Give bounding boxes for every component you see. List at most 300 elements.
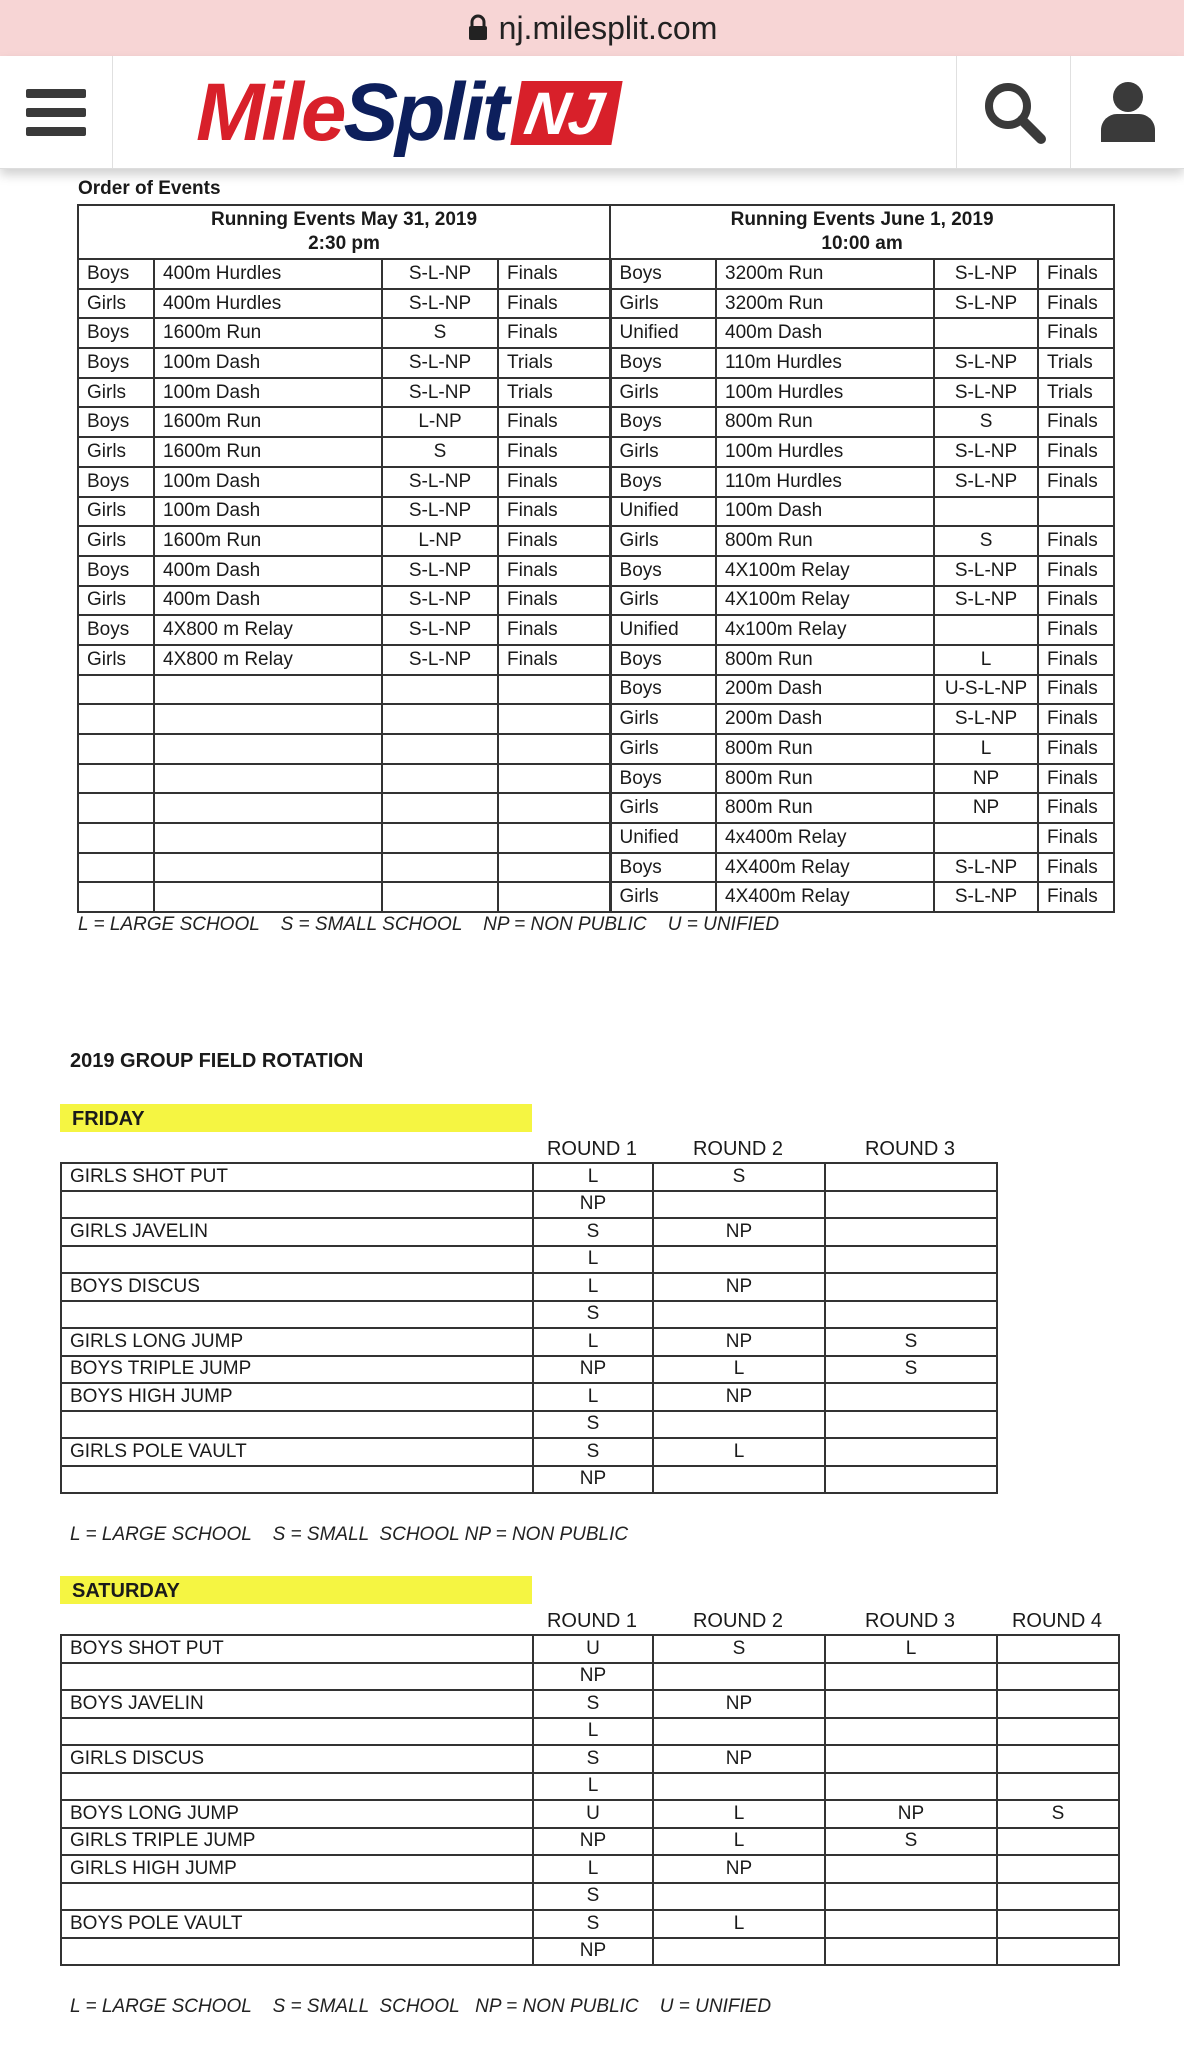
saturday-event-name-cell (61, 1883, 533, 1911)
saturday-legend: L = LARGE SCHOOL S = SMALL SCHOOL NP = NON PUBLIC U = UNIFIED (70, 1996, 772, 2017)
june1-event-cell: 800m Run (716, 764, 934, 794)
may31-classes-cell (382, 704, 498, 734)
friday-round-1-cell: NP (533, 1191, 653, 1219)
saturday-round-1-cell: L (533, 1718, 653, 1746)
browser-url-bar[interactable] (0, 0, 1184, 56)
may31-event-cell: 1600m Run (154, 526, 382, 556)
june1-gender-cell: Boys (610, 645, 716, 675)
friday-round-1-cell: L (533, 1273, 653, 1301)
june1-round-cell: Finals (1038, 437, 1114, 467)
may31-event-cell (154, 793, 382, 823)
june1-classes-cell: NP (934, 764, 1038, 794)
june1-classes-cell: U-S-L-NP (934, 675, 1038, 705)
friday-round-1-cell: S (533, 1438, 653, 1466)
friday-round-2-cell (653, 1411, 825, 1439)
may31-event-cell: 400m Hurdles (154, 289, 382, 319)
may31-round-cell: Finals (498, 526, 610, 556)
saturday-event-name-cell (61, 1938, 533, 1966)
june1-classes-cell: S-L-NP (934, 289, 1038, 319)
saturday-round-3-cell: S (825, 1828, 997, 1856)
events-table-row (78, 882, 1114, 912)
friday-event-name-cell: BOYS TRIPLE JUMP (61, 1356, 533, 1384)
friday-event-name-cell: GIRLS JAVELIN (61, 1218, 533, 1246)
may31-round-cell (498, 764, 610, 794)
may31-event-cell: 100m Dash (154, 497, 382, 527)
may31-round-cell (498, 823, 610, 853)
june1-event-cell: 800m Run (716, 407, 934, 437)
may31-round-cell: Finals (498, 318, 610, 348)
may31-classes-cell (382, 823, 498, 853)
events-table-row (78, 793, 1114, 823)
friday-round-1-cell: S (533, 1411, 653, 1439)
saturday-field-row (61, 1745, 1119, 1773)
friday-field-row (61, 1466, 997, 1494)
may31-event-cell (154, 882, 382, 912)
june1-gender-cell: Girls (610, 378, 716, 408)
may31-gender-cell: Boys (78, 348, 154, 378)
june1-gender-cell: Girls (610, 289, 716, 319)
june1-event-cell: 200m Dash (716, 675, 934, 705)
june1-gender-cell: Boys (610, 556, 716, 586)
friday-round-1-cell: S (533, 1218, 653, 1246)
june1-event-cell: 3200m Run (716, 289, 934, 319)
june1-event-cell: 4X100m Relay (716, 586, 934, 616)
events-table-row (78, 675, 1114, 705)
friday-field-row (61, 1191, 997, 1219)
may31-round-cell: Finals (498, 497, 610, 527)
may31-classes-cell (382, 853, 498, 883)
friday-round-3-cell (825, 1218, 997, 1246)
may31-round-cell: Trials (498, 378, 610, 408)
june1-round-cell: Finals (1038, 823, 1114, 853)
may31-event-cell: 1600m Run (154, 437, 382, 467)
june1-round-cell: Finals (1038, 586, 1114, 616)
may31-round-cell (498, 882, 610, 912)
june1-round-cell: Finals (1038, 882, 1114, 912)
june1-event-cell: 100m Hurdles (716, 437, 934, 467)
may31-round-cell: Finals (498, 259, 610, 289)
june1-event-cell: 400m Dash (716, 318, 934, 348)
june1-gender-cell: Boys (610, 348, 716, 378)
may31-classes-cell (382, 882, 498, 912)
saturday-round-1-cell: NP (533, 1663, 653, 1691)
friday-field-table (60, 1162, 998, 1494)
friday-round-3-cell (825, 1301, 997, 1329)
friday-round-2-cell (653, 1191, 825, 1219)
june1-classes-cell: S-L-NP (934, 378, 1038, 408)
may31-round-cell: Finals (498, 407, 610, 437)
saturday-round-3-cell (825, 1910, 997, 1938)
friday-round-2-cell (653, 1301, 825, 1329)
saturday-round-1-cell: S (533, 1745, 653, 1773)
friday-field-row (61, 1328, 997, 1356)
june1-gender-cell: Girls (610, 882, 716, 912)
may31-classes-cell (382, 675, 498, 705)
may31-event-cell: 400m Dash (154, 586, 382, 616)
may31-event-cell: 400m Dash (154, 556, 382, 586)
may31-round-cell: Finals (498, 556, 610, 586)
may31-gender-cell (78, 704, 154, 734)
may31-classes-cell: S-L-NP (382, 645, 498, 675)
saturday-label: SATURDAY (60, 1576, 532, 1604)
url-text: nj.milesplit.com (498, 9, 718, 46)
june1-round-cell: Finals (1038, 615, 1114, 645)
friday-event-name-cell: GIRLS POLE VAULT (61, 1438, 533, 1466)
friday-event-name-cell (61, 1246, 533, 1274)
june1-gender-cell: Unified (610, 615, 716, 645)
search-button[interactable] (956, 56, 1071, 168)
saturday-round-4-cell (997, 1690, 1119, 1718)
events-table-row (78, 645, 1114, 675)
may31-event-cell: 4X800 m Relay (154, 615, 382, 645)
saturday-round-1-cell: L (533, 1773, 653, 1801)
friday-event-name-cell: BOYS HIGH JUMP (61, 1383, 533, 1411)
saturday-round-1-cell: U (533, 1800, 653, 1828)
events-table-row (78, 348, 1114, 378)
june1-header (610, 205, 1114, 259)
friday-field-row (61, 1356, 997, 1384)
saturday-round-4-header: ROUND 4 (1011, 1610, 1102, 1632)
june1-event-cell: 100m Dash (716, 497, 934, 527)
may31-gender-cell: Boys (78, 556, 154, 586)
saturday-round-1-cell: U (533, 1635, 653, 1663)
friday-round-1-cell: L (533, 1246, 653, 1274)
friday-event-name-cell: GIRLS SHOT PUT (61, 1163, 533, 1191)
saturday-round-2-cell (653, 1883, 825, 1911)
user-account-button[interactable] (1070, 56, 1184, 168)
order-of-events-table (77, 204, 1115, 913)
june1-classes-cell: S-L-NP (934, 259, 1038, 289)
june1-round-cell: Finals (1038, 467, 1114, 497)
events-table-row (78, 467, 1114, 497)
may31-gender-cell (78, 734, 154, 764)
events-table-row (78, 407, 1114, 437)
events-table-row (78, 497, 1114, 527)
june1-event-cell: 800m Run (716, 526, 934, 556)
order-of-events-title: Order of Events (78, 178, 221, 199)
june1-round-cell: Finals (1038, 556, 1114, 586)
friday-round-2-cell (653, 1466, 825, 1494)
june1-event-cell: 3200m Run (716, 259, 934, 289)
friday-label: FRIDAY (60, 1104, 532, 1132)
june1-round-cell (1038, 497, 1114, 527)
may31-classes-cell: S-L-NP (382, 289, 498, 319)
june1-classes-cell (934, 318, 1038, 348)
logo-region: NJ (510, 81, 622, 145)
may31-event-cell (154, 853, 382, 883)
june1-gender-cell: Girls (610, 704, 716, 734)
friday-legend: L = LARGE SCHOOL S = SMALL SCHOOL NP = NON PUBLIC (70, 1524, 629, 1545)
june1-gender-cell: Boys (610, 764, 716, 794)
saturday-field-row (61, 1828, 1119, 1856)
may31-classes-cell: S-L-NP (382, 467, 498, 497)
may31-gender-cell: Girls (78, 586, 154, 616)
may31-gender-cell: Girls (78, 645, 154, 675)
events-table-row (78, 734, 1114, 764)
user-icon (1099, 80, 1157, 144)
june1-round-cell: Finals (1038, 704, 1114, 734)
friday-round-3-header: ROUND 3 (864, 1138, 955, 1160)
events-table-row (78, 764, 1114, 794)
june1-classes-cell (934, 615, 1038, 645)
may31-gender-cell: Girls (78, 437, 154, 467)
saturday-round-4-cell (997, 1718, 1119, 1746)
site-logo[interactable] (196, 67, 617, 158)
june1-round-cell: Finals (1038, 259, 1114, 289)
saturday-field-row (61, 1883, 1119, 1911)
saturday-round-4-cell (997, 1938, 1119, 1966)
saturday-event-name-cell (61, 1718, 533, 1746)
saturday-field-row (61, 1800, 1119, 1828)
site-header (0, 56, 1184, 169)
friday-round-2-cell: L (653, 1438, 825, 1466)
june1-gender-cell: Unified (610, 823, 716, 853)
june1-classes-cell: S-L-NP (934, 586, 1038, 616)
june1-event-cell: 110m Hurdles (716, 467, 934, 497)
saturday-round-4-cell (997, 1883, 1119, 1911)
june1-classes-cell: NP (934, 793, 1038, 823)
friday-event-name-cell (61, 1466, 533, 1494)
friday-field-row (61, 1273, 997, 1301)
saturday-event-name-cell (61, 1663, 533, 1691)
june1-classes-cell: S-L-NP (934, 467, 1038, 497)
saturday-field-row (61, 1663, 1119, 1691)
saturday-field-table (60, 1634, 1120, 1966)
june1-event-cell: 4X400m Relay (716, 882, 934, 912)
june1-round-cell: Finals (1038, 289, 1114, 319)
may31-classes-cell: S-L-NP (382, 556, 498, 586)
friday-round-1-cell: S (533, 1301, 653, 1329)
june1-classes-cell (934, 823, 1038, 853)
may31-classes-cell (382, 764, 498, 794)
may31-event-cell: 1600m Run (154, 407, 382, 437)
friday-field-row (61, 1218, 997, 1246)
hamburger-menu-icon (26, 87, 86, 137)
may31-classes-cell: L-NP (382, 407, 498, 437)
june1-event-cell: 4x400m Relay (716, 823, 934, 853)
menu-button[interactable] (0, 56, 113, 168)
saturday-round-1-cell: S (533, 1690, 653, 1718)
june1-event-cell: 800m Run (716, 734, 934, 764)
friday-round-2-cell: S (653, 1163, 825, 1191)
may31-round-cell (498, 675, 610, 705)
saturday-event-name-cell: GIRLS DISCUS (61, 1745, 533, 1773)
june1-round-cell: Finals (1038, 526, 1114, 556)
friday-round-3-cell (825, 1246, 997, 1274)
saturday-round-4-cell (997, 1828, 1119, 1856)
june1-gender-cell: Boys (610, 467, 716, 497)
saturday-round-2-cell: L (653, 1910, 825, 1938)
june1-event-cell: 4X100m Relay (716, 556, 934, 586)
friday-round-1-cell: L (533, 1328, 653, 1356)
june1-classes-cell: L (934, 734, 1038, 764)
may31-event-cell (154, 823, 382, 853)
saturday-event-name-cell: BOYS LONG JUMP (61, 1800, 533, 1828)
friday-round-2-cell (653, 1246, 825, 1274)
may31-gender-cell: Boys (78, 259, 154, 289)
june1-round-cell: Finals (1038, 675, 1114, 705)
may31-round-cell (498, 734, 610, 764)
june1-gender-cell: Girls (610, 437, 716, 467)
saturday-round-3-cell (825, 1883, 997, 1911)
events-table-row (78, 586, 1114, 616)
june1-round-cell: Finals (1038, 793, 1114, 823)
saturday-round-4-cell (997, 1663, 1119, 1691)
friday-round-3-cell (825, 1273, 997, 1301)
friday-round-3-cell (825, 1466, 997, 1494)
friday-round-1-cell: L (533, 1383, 653, 1411)
june1-classes-cell: S-L-NP (934, 704, 1038, 734)
may31-classes-cell: S-L-NP (382, 586, 498, 616)
may31-round-cell (498, 793, 610, 823)
saturday-round-4-cell (997, 1745, 1119, 1773)
june1-event-cell: 4X400m Relay (716, 853, 934, 883)
may31-gender-cell (78, 793, 154, 823)
field-rotation-title: 2019 GROUP FIELD ROTATION (70, 1050, 364, 1072)
may31-gender-cell (78, 882, 154, 912)
saturday-round-4-cell (997, 1910, 1119, 1938)
saturday-field-row (61, 1773, 1119, 1801)
may31-gender-cell (78, 823, 154, 853)
june1-gender-cell: Girls (610, 793, 716, 823)
june1-classes-cell: S (934, 407, 1038, 437)
events-table-row (78, 378, 1114, 408)
june1-classes-cell (934, 497, 1038, 527)
friday-round-2-cell: NP (653, 1218, 825, 1246)
events-table-row (78, 526, 1114, 556)
may31-gender-cell (78, 675, 154, 705)
saturday-event-name-cell: BOYS SHOT PUT (61, 1635, 533, 1663)
may31-round-cell: Trials (498, 348, 610, 378)
saturday-round-3-cell (825, 1690, 997, 1718)
may31-gender-cell: Boys (78, 407, 154, 437)
saturday-field-row (61, 1938, 1119, 1966)
friday-round-2-cell: L (653, 1356, 825, 1384)
events-table-row (78, 318, 1114, 348)
saturday-round-2-cell: NP (653, 1745, 825, 1773)
may31-round-cell (498, 853, 610, 883)
friday-round-1-cell: NP (533, 1466, 653, 1494)
june1-event-cell: 110m Hurdles (716, 348, 934, 378)
friday-field-row (61, 1301, 997, 1329)
may31-gender-cell (78, 764, 154, 794)
may31-gender-cell (78, 853, 154, 883)
events-table-row (78, 853, 1114, 883)
may31-classes-cell (382, 793, 498, 823)
june1-round-cell: Finals (1038, 734, 1114, 764)
saturday-round-3-cell: L (825, 1635, 997, 1663)
saturday-round-3-cell (825, 1938, 997, 1966)
may31-round-cell: Finals (498, 586, 610, 616)
friday-round-3-cell (825, 1191, 997, 1219)
saturday-field-row (61, 1910, 1119, 1938)
may31-header (78, 205, 610, 259)
june1-gender-cell: Boys (610, 675, 716, 705)
may31-gender-cell: Boys (78, 467, 154, 497)
saturday-round-3-cell (825, 1718, 997, 1746)
saturday-field-row (61, 1690, 1119, 1718)
may31-gender-cell: Girls (78, 289, 154, 319)
saturday-round-1-cell: NP (533, 1938, 653, 1966)
saturday-round-2-cell: L (653, 1800, 825, 1828)
may31-event-cell: 400m Hurdles (154, 259, 382, 289)
may31-classes-cell: S-L-NP (382, 378, 498, 408)
events-table-row (78, 615, 1114, 645)
events-table-row (78, 704, 1114, 734)
friday-event-name-cell: BOYS DISCUS (61, 1273, 533, 1301)
saturday-round-2-cell: NP (653, 1690, 825, 1718)
saturday-field-row (61, 1855, 1119, 1883)
may31-event-cell: 100m Dash (154, 348, 382, 378)
events-table-row (78, 437, 1114, 467)
saturday-round-2-cell (653, 1773, 825, 1801)
friday-round-3-cell: S (825, 1356, 997, 1384)
saturday-round-2-cell (653, 1663, 825, 1691)
saturday-round-4-cell (997, 1773, 1119, 1801)
may31-classes-cell: S (382, 318, 498, 348)
may31-round-cell: Finals (498, 289, 610, 319)
document-image (0, 168, 1184, 2048)
june1-round-cell: Trials (1038, 378, 1114, 408)
june1-event-cell: 800m Run (716, 793, 934, 823)
may31-round-cell (498, 704, 610, 734)
saturday-round-2-cell (653, 1718, 825, 1746)
june1-round-cell: Finals (1038, 318, 1114, 348)
june1-classes-cell: S-L-NP (934, 556, 1038, 586)
saturday-round-1-cell: NP (533, 1828, 653, 1856)
june1-event-cell: 4x100m Relay (716, 615, 934, 645)
may31-event-cell (154, 704, 382, 734)
may31-classes-cell: S-L-NP (382, 497, 498, 527)
events-table-row (78, 823, 1114, 853)
may31-classes-cell: L-NP (382, 526, 498, 556)
events-table-row (78, 556, 1114, 586)
may31-event-cell (154, 675, 382, 705)
logo-mile: Mile (196, 67, 344, 158)
june1-gender-cell: Girls (610, 586, 716, 616)
saturday-event-name-cell: BOYS JAVELIN (61, 1690, 533, 1718)
may31-header-date: Running Events May 31, 2019 (210, 209, 478, 230)
june1-classes-cell: S-L-NP (934, 348, 1038, 378)
saturday-event-name-cell (61, 1773, 533, 1801)
june1-gender-cell: Boys (610, 407, 716, 437)
june1-header-date: Running Events June 1, 2019 (730, 209, 994, 230)
saturday-event-name-cell: GIRLS HIGH JUMP (61, 1855, 533, 1883)
saturday-round-1-cell: L (533, 1855, 653, 1883)
may31-classes-cell: S-L-NP (382, 615, 498, 645)
saturday-round-1-header: ROUND 1 (546, 1610, 637, 1632)
may31-classes-cell: S (382, 437, 498, 467)
friday-field-row (61, 1246, 997, 1274)
saturday-round-3-cell: NP (825, 1800, 997, 1828)
friday-round-3-cell (825, 1411, 997, 1439)
june1-classes-cell: S-L-NP (934, 437, 1038, 467)
saturday-field-row (61, 1635, 1119, 1663)
june1-event-cell: 100m Hurdles (716, 378, 934, 408)
events-table-row (78, 289, 1114, 319)
lock-icon (467, 14, 489, 42)
june1-event-cell: 800m Run (716, 645, 934, 675)
june1-gender-cell: Girls (610, 526, 716, 556)
saturday-round-3-header: ROUND 3 (864, 1610, 955, 1632)
june1-gender-cell: Unified (610, 318, 716, 348)
saturday-event-name-cell: GIRLS TRIPLE JUMP (61, 1828, 533, 1856)
saturday-round-2-cell: NP (653, 1855, 825, 1883)
friday-round-2-cell: NP (653, 1328, 825, 1356)
may31-round-cell: Finals (498, 615, 610, 645)
saturday-round-3-cell (825, 1745, 997, 1773)
may31-classes-cell: S-L-NP (382, 259, 498, 289)
